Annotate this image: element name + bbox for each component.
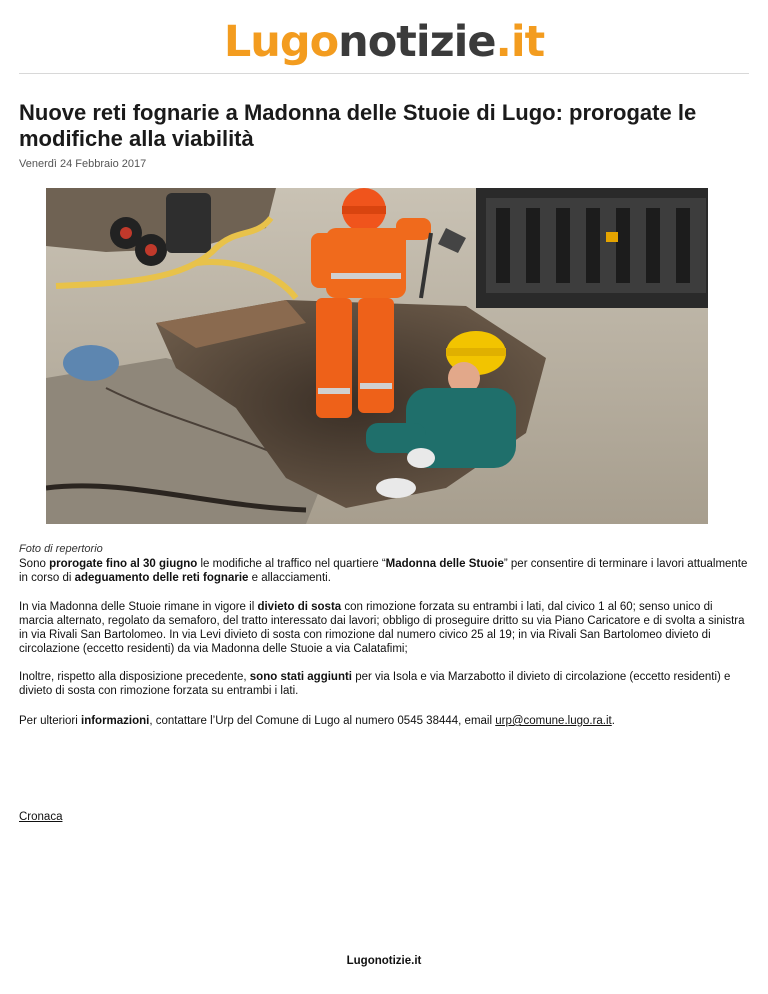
photo-caption: Foto di repertorio: [19, 543, 103, 555]
p1-bold-3: adeguamento delle reti fognarie: [74, 572, 249, 584]
category-link[interactable]: Cronaca: [19, 811, 63, 823]
article-title: Nuove reti fognarie a Madonna delle Stuoie di Lugo: prorogate le modifiche alla viabilità: [19, 100, 697, 151]
site-logo[interactable]: [0, 14, 768, 70]
logo-part-lugo: Lugo: [223, 17, 339, 67]
article-paragraph-1: [19, 557, 749, 585]
p2-bold-1: divieto di sosta: [257, 601, 342, 613]
article-date: Venerdì 24 Febbraio 2017: [19, 158, 147, 170]
p3-text-2: per via Isola e via Marzabotto il divieto di circolazione (eccetto residenti) e divieto di sosta con rimozione forzata su entrambi i lati.: [19, 671, 731, 697]
p4-text-2: , contattare l’Urp del Comune di Lugo al numero 0545 38444, email: [149, 715, 496, 727]
article-paragraph-3: [19, 670, 749, 698]
p2-text-1: In via Madonna delle Stuoie rimane in vigore il: [19, 601, 258, 613]
p4-text-3: .: [611, 715, 615, 727]
p1-bold-1: prorogate fino al 30 giugno: [49, 558, 198, 570]
p1-text-3: ” per consentire di terminare i lavori attualmente in corso di: [19, 558, 748, 584]
p1-text-4: e allacciamenti.: [248, 572, 331, 584]
p3-bold-1: sono stati aggiunti: [249, 671, 353, 683]
photo-illustration: [46, 188, 708, 524]
footer-site-name: Lugonotizie.it: [346, 955, 422, 967]
p2-text-2: con rimozione forzata su entrambi i lati, dal civico 1 al 60; senso unico di marcia alternato, regolato da semaforo, del tratto interessato dai lavori; obbligo di proseguire dritto su via Piano Caricatore e di svolta a sinistra in via Rivali San Bartolomeo. In via Levi divieto di sosta con rimozione dal numero civico 25 al 19; in via Rivali San Bartolomeo divieto di circolazione (eccetto residenti) da via Madonna delle Stuoie a via Calatafimi;: [19, 601, 745, 655]
email-link[interactable]: urp@comune.lugo.ra.it: [495, 715, 612, 727]
p1-bold-2: Madonna delle Stuoie: [385, 558, 504, 570]
p4-bold-1: informazioni: [81, 715, 150, 727]
article-paragraph-2: [19, 600, 749, 656]
logo-part-tld: .it: [495, 17, 545, 67]
logo-part-notizie: notizie: [338, 17, 496, 67]
p3-text-1: Inoltre, rispetto alla disposizione precedente,: [19, 671, 250, 683]
header-divider: [19, 73, 749, 74]
article-photo: [46, 188, 708, 524]
article-paragraph-4: [19, 714, 749, 728]
p4-text-1: Per ulteriori: [19, 715, 81, 727]
p1-text-2: le modifiche al traffico nel quartiere “: [197, 558, 386, 570]
p1-text-1: Sono: [19, 558, 50, 570]
